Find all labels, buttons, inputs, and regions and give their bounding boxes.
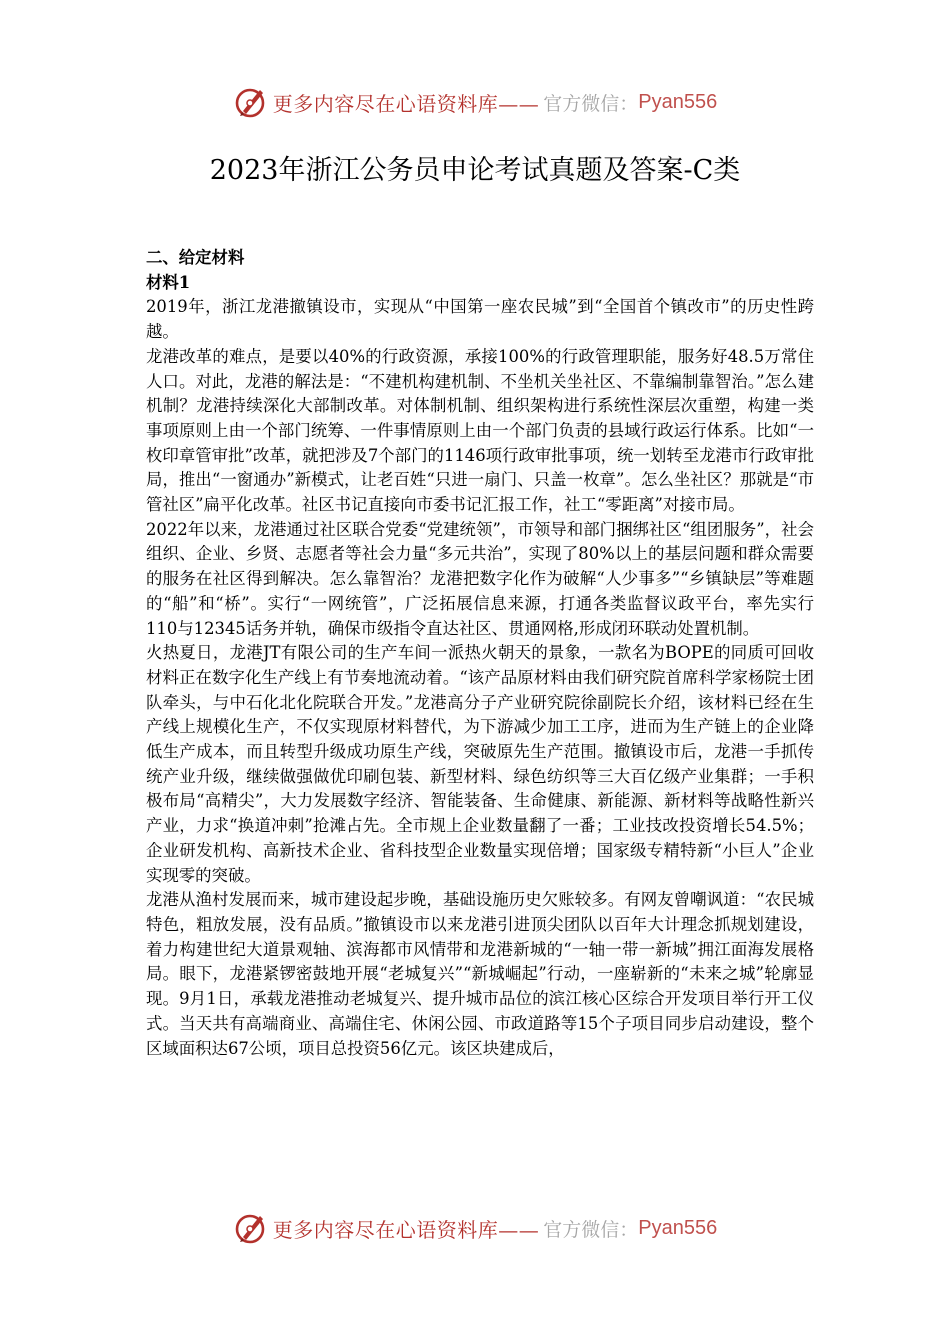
banner-text: 更多内容尽在心语资料库—— [272, 91, 540, 116]
paragraph: 龙港从渔村发展而来，城市建设起步晚，基础设施历史欠账较多。有网友曾嘲讽道：“农民城特色，粗放发展，没有品质。”撤镇设市以来龙港引进顶尖团队以百年大计理念抓规划建设，着力构建世纪大道景观轴、滨海都市风情带和龙港新城的“一轴一带一新城”拥江面海发展格局。眼下，龙港紧锣密鼓地开展“老城复兴”“新城崛起”行动，一座崭新的“未来之城”轮廓显现。9月1日，承载龙港推动老城复兴、提升城市品位的滨江核心区综合开发项目举行开工仪式。当天共有高端商业、高端住宅、休闲公园、市政道路等15个子项目同步启动建设，整个区域面积达67公顷，项目总投资56亿元。该区块建成后， [146, 890, 814, 1058]
paragraph: 龙港改革的难点，是要以40%的行政资源，承接100%的行政管理职能，服务好48.5万常住人口。对此，龙港的解法是：“不建机构建机制、不坐机关坐社区、不靠编制靠智治。”怎么建机制？龙港持续深化大部制改革。对体制机制、组织架构进行系统性深层次重塑，构建一类事项原则上由一个部门统筹、一件事情原则上由一个部门负责的县域行政运行体系。比如“一枚印章管审批”改革，就把涉及7个部门的1146项行政审批事项，统一划转至龙港市行政审批局，推出“一窗通办”新模式，让老百姓“只进一扇门、只盖一枚章”。怎么坐社区？那就是“市管社区”扁平化改革。社区书记直接向市委书记汇报工作，社工“零距离”对接市局。 [146, 346, 814, 515]
material-heading: 材料1 [146, 272, 191, 292]
pen-logo-icon [233, 84, 269, 120]
document-body [146, 246, 814, 1061]
paragraph: 2022年以来，龙港通过社区联合党委“党建统领”，市领导和部门捆绑社区“组团服务”，社会组织、企业、乡贤、志愿者等社会力量“多元共治”，实现了80%以上的基层问题和群众需要的服务在社区得到解决。怎么靠智治？龙港把数字化作为破解“人少事多”“乡镇缺层”等难题的“船”和“桥”。实行“一网统管”，广泛拓展信息来源，打通各类监督议政平台，率先实行110与12345话务并轨，确保市级指令直达社区、贯通网格,形成闭环联动处置机制。 [146, 519, 814, 638]
banner-wechat-label: 官方微信： [543, 92, 639, 115]
document-title: 2023年浙江公务员申论考试真题及答案-C类 [209, 155, 741, 186]
banner-wechat-id: Pyan556 [638, 1216, 718, 1239]
banner-wechat-id: Pyan556 [638, 90, 718, 113]
pen-logo-icon [233, 1210, 269, 1246]
banner-wechat-label: 官方微信： [543, 1218, 639, 1241]
paragraph: 火热夏日，龙港JT有限公司的生产车间一派热火朝天的景象，一款名为BOPE的同质可回收材料正在数字化生产线上有节奏地流动着。“该产品原材料由我们研究院首席科学家杨院士团队牵头，与中石化北化院联合开发。”龙港高分子产业研究院徐副院长介绍，该材料已经在生产线上规模化生产，不仅实现原材料替代，为下游减少加工工序，进而为生产链上的企业降低生产成本，而且转型升级成功原生产线，突破原先生产范围。撤镇设市后，龙港一手抓传统产业升级，继续做强做优印刷包装、新型材料、绿色纺织等三大百亿级产业集群；一手积极布局“高精尖”，大力发展数字经济、智能装备、生命健康、新能源、新材料等战略性新兴产业，力求“换道冲刺”抢滩占先。全市规上企业数量翻了一番；工业技改投资增长54.5%；企业研发机构、高新技术企业、省科技型企业数量实现倍增；国家级专精特新“小巨人”企业实现零的突破。 [146, 643, 814, 885]
header-banner[interactable] [0, 82, 950, 122]
paragraph: 2019年，浙江龙港撤镇设市，实现从“中国第一座农民城”到“全国首个镇改市”的历史性跨越。 [146, 297, 814, 342]
banner-text: 更多内容尽在心语资料库—— [272, 1217, 540, 1242]
footer-banner[interactable] [0, 1208, 950, 1248]
section-heading: 二、给定材料 [146, 248, 245, 267]
